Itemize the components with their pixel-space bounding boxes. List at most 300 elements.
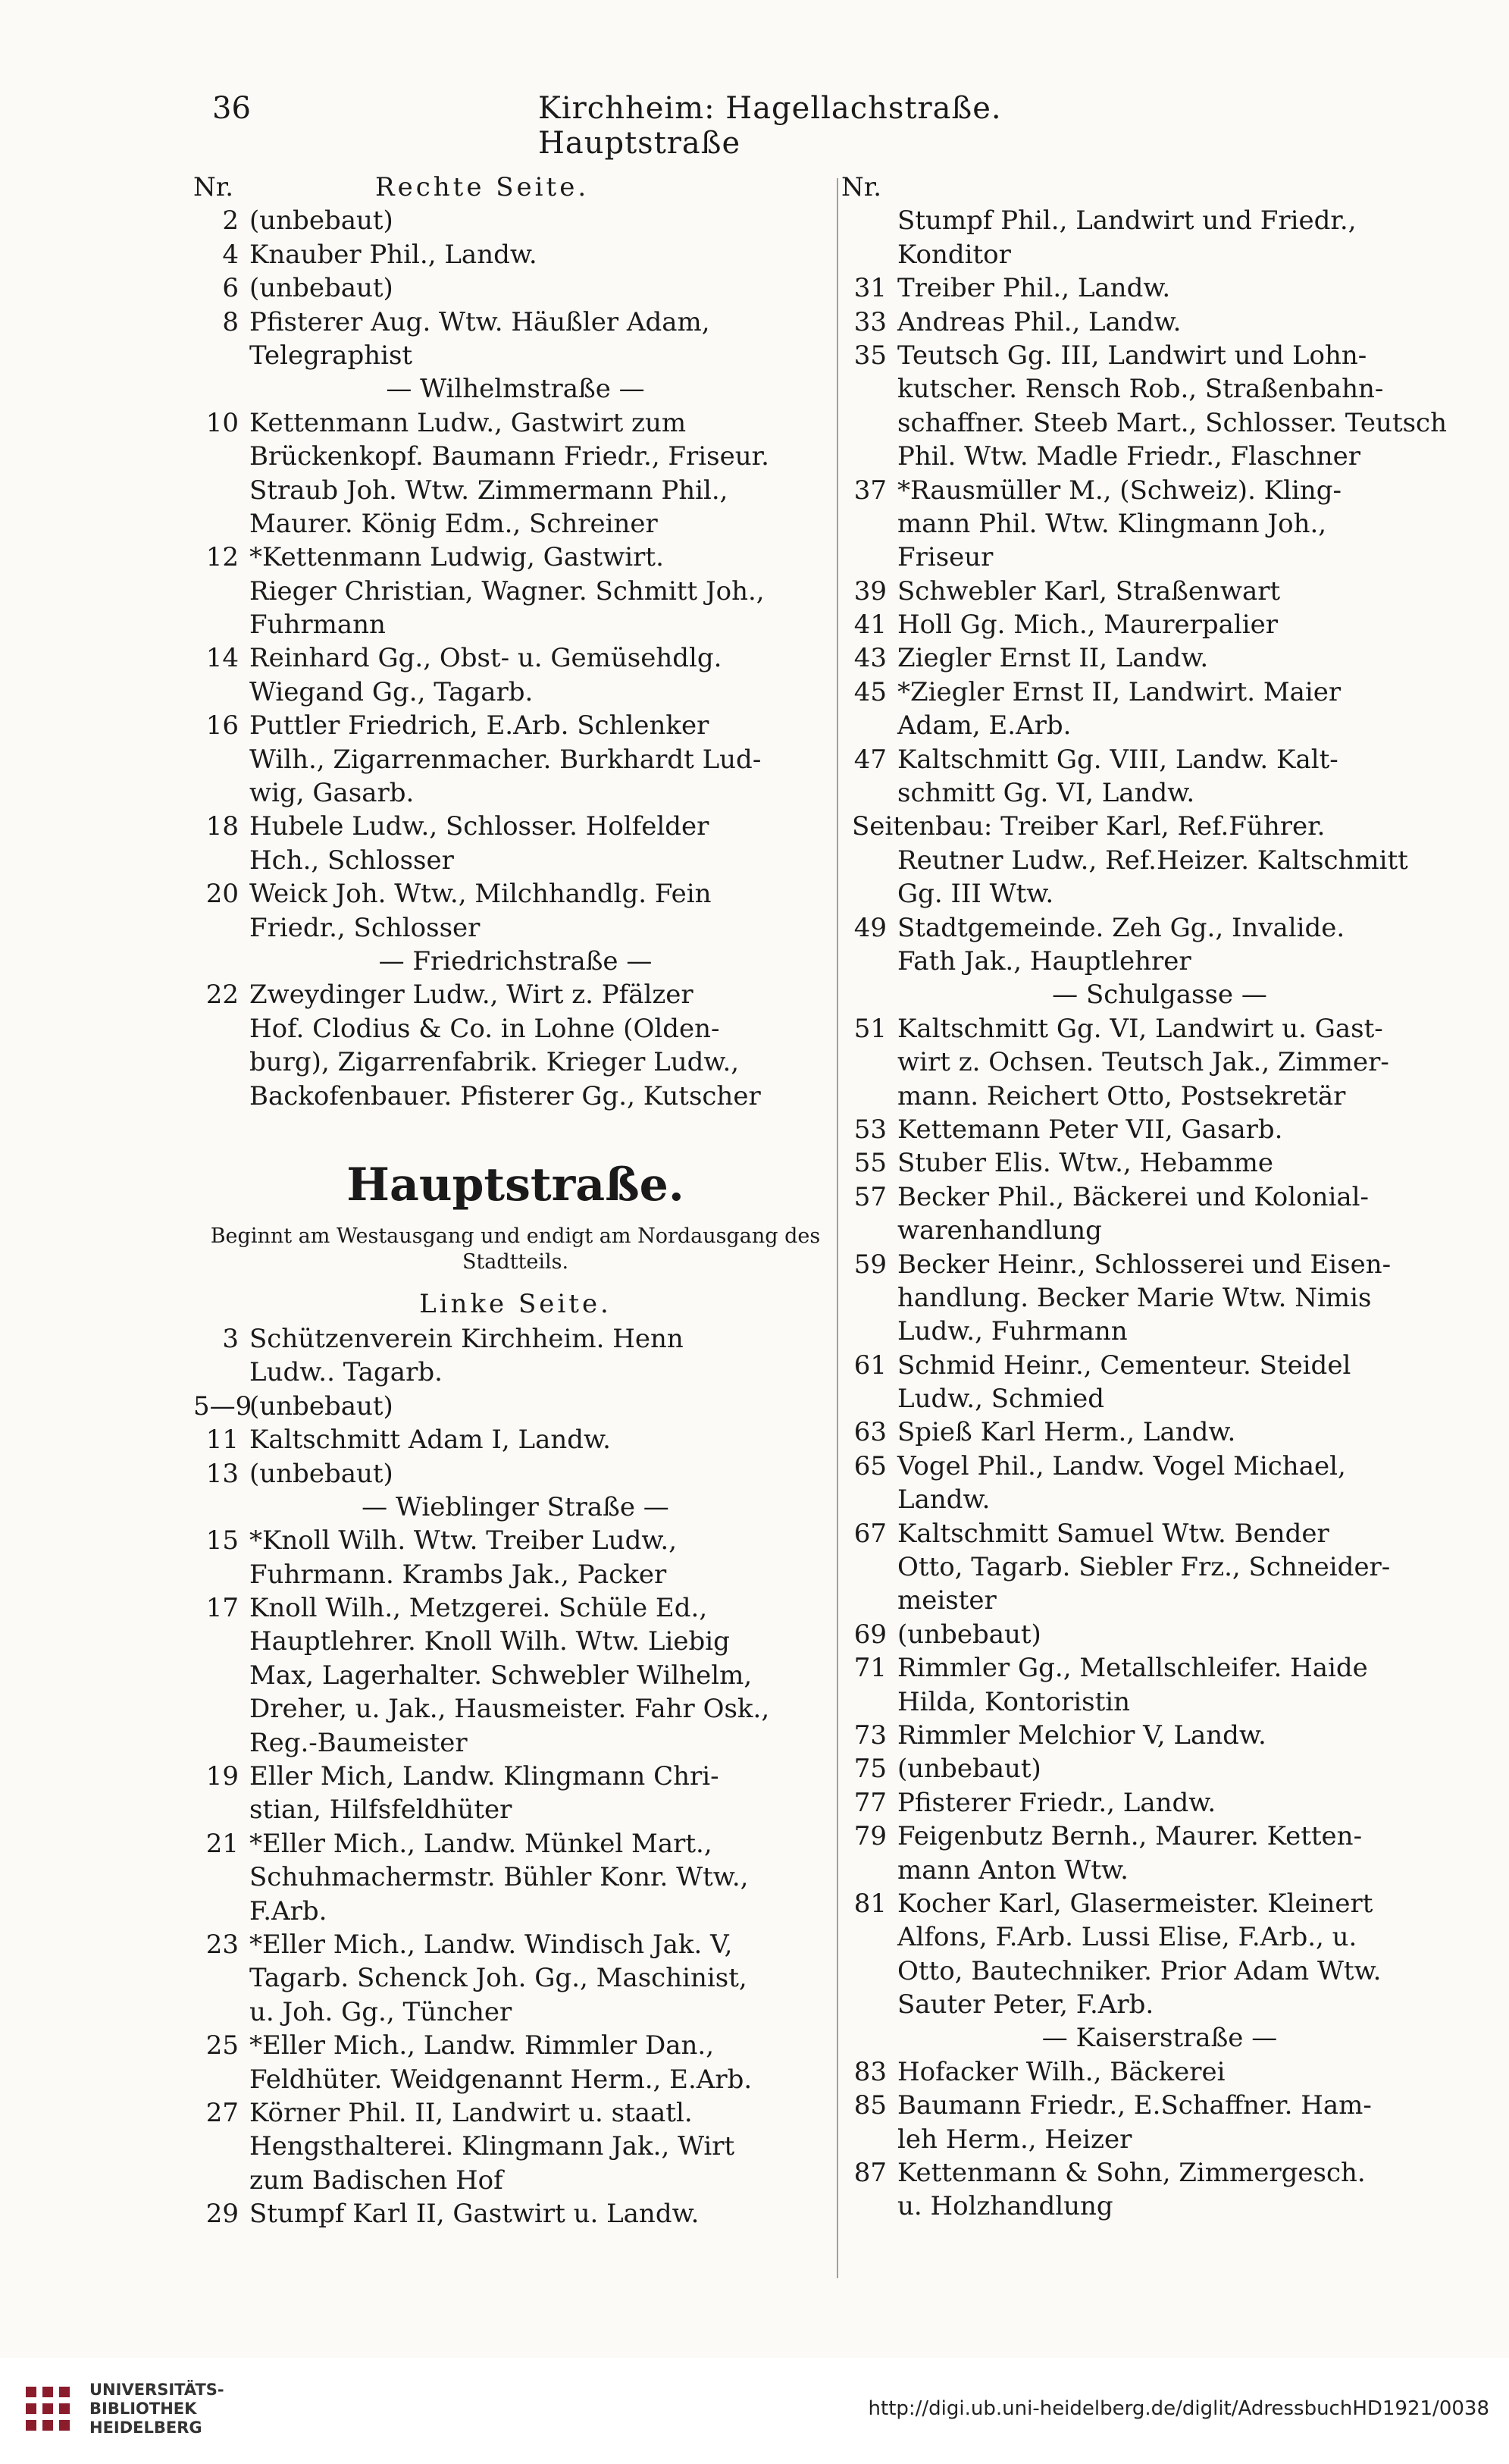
entry-line [841,507,1478,541]
entry-line [193,238,837,271]
resident-text: Otto, Tagarb. Siebler Frz., Schneider- [897,1552,1391,1583]
entry-line [193,2197,837,2230]
resident-text: Friedr., Schlosser [249,912,481,943]
entry-line [841,575,1478,608]
house-number: 69 [853,1619,887,1650]
entry-line [841,608,1478,641]
entry-line [193,474,837,507]
entry-line [841,945,1478,978]
entry-line [193,1390,837,1423]
resident-text: Reutner Ludw., Ref.Heizer. Kaltschmitt [897,845,1408,876]
resident-text: Kaltschmitt Gg. VI, Landwirt u. Gast- [897,1013,1383,1044]
resident-text: Ludw.. Tagarb. [249,1357,443,1388]
house-number: 63 [853,1417,887,1448]
house-number: 85 [853,2090,887,2121]
resident-text: Backofenbauer. Pfisterer Gg., Kutscher [249,1080,761,1111]
entry-line [841,372,1478,406]
house-number: 10 [205,407,239,438]
library-name [89,2381,224,2437]
house-number: 71 [853,1653,887,1684]
house-number: 14 [205,643,239,674]
entry-line [841,238,1478,271]
cross-street-label: — Schulgasse — [1052,980,1267,1011]
entry-line [193,306,837,339]
resident-text: Kaltschmitt Gg. VIII, Landw. Kalt- [897,744,1338,775]
resident-text: Ziegler Ernst II, Landw. [897,643,1209,674]
entry-line [841,1786,1478,1820]
house-number: 73 [853,1719,887,1751]
resident-text: Stadtgemeinde. Zeh Gg., Invalide. [897,912,1345,943]
house-number: 49 [853,912,887,943]
house-number: 37 [853,475,887,506]
entry-line [193,676,837,709]
resident-text: leh Herm., Heizer [897,2124,1132,2155]
house-number: 39 [853,575,887,607]
resident-text: (unbebaut) [249,1390,393,1422]
resident-text: Kettemann Peter VII, Gasarb. [897,1114,1283,1145]
resident-text: Rimmler Melchior V, Landw. [897,1719,1266,1751]
library-name-line: BIBLIOTHEK [89,2400,197,2418]
entry-line [841,1854,1478,1887]
entry-line [193,204,837,237]
library-name-line: HEIDELBERG [89,2419,202,2437]
cross-street-label: — Friedrichstraße — [378,945,653,977]
house-number: 11 [205,1425,239,1456]
entry-list [193,1322,837,2231]
resident-text: Hubele Ludw., Schlosser. Holfelder [249,811,709,842]
house-number: 5—9 [193,1390,252,1422]
entry-line [841,1146,1478,1180]
right-column [841,171,1478,2224]
resident-text: Hilda, Kontoristin [897,1686,1131,1717]
entry-line [841,810,1478,843]
entry-line [193,2130,837,2163]
entry-list [193,204,837,1113]
house-number: 33 [853,306,887,337]
entry-line [193,2164,837,2197]
entry-line [841,1483,1478,1516]
resident-text: meister [897,1585,997,1616]
entry-line [841,1450,1478,1483]
library-name-line: UNIVERSITÄTS- [89,2381,224,2399]
entry-line [841,2123,1478,2156]
entry-line [841,1113,1478,1146]
resident-text: Kaltschmitt Adam I, Landw. [249,1425,611,1456]
entry-line [193,1524,837,1557]
resident-text: u. Joh. Gg., Tüncher [249,1996,512,2027]
resident-text: Straub Joh. Wtw. Zimmermann Phil., [249,475,728,506]
resident-text: Konditor [897,239,1011,270]
resident-text: Stuber Elis. Wtw., Hebamme [897,1148,1273,1179]
entry-line [193,978,837,1011]
entry-line [841,676,1478,709]
column-heading [193,171,837,204]
entry-line [841,2190,1478,2223]
resident-text: Hch., Schlosser [249,845,454,876]
entry-line [193,1995,837,2029]
entry-line [193,507,837,541]
resident-text: schaffner. Steeb Mart., Schlosser. Teutsch [897,407,1447,438]
entry-line [841,204,1478,237]
entry-line [193,541,837,574]
entry-line [193,776,837,810]
entry-line [841,2156,1478,2190]
entry-line [193,1928,837,1961]
entry-line [841,1651,1478,1685]
resident-text: (unbebaut) [249,1458,393,1489]
entry-line [841,406,1478,440]
resident-text: Sauter Peter, F.Arb. [897,1989,1154,2020]
resident-text: Schuhmachermstr. Bühler Konr. Wtw., [249,1862,749,1893]
resident-text: Maurer. König Edm., Schreiner [249,508,658,539]
house-number: 13 [205,1458,239,1489]
entry-line [841,1415,1478,1449]
entry-line [193,1861,837,1894]
house-number: 87 [853,2158,887,2189]
house-number: 29 [205,2199,239,2230]
entry-line [193,1760,837,1793]
resident-text: Kaltschmitt Samuel Wtw. Bender [897,1518,1329,1549]
entry-line [841,1752,1478,1785]
entry-line [193,810,837,843]
resident-text: Feldhüter. Weidgenannt Herm., E.Arb. [249,2064,753,2095]
house-number: 16 [205,710,239,741]
entry-line [841,1517,1478,1550]
source-url[interactable]: http://digi.ub.uni-heidelberg.de/diglit/AdressbuchHD1921/0038 [868,2397,1489,2420]
entry-line [841,1315,1478,1348]
entry-line [841,1820,1478,1853]
house-number: 57 [853,1181,887,1212]
resident-text: Kettenmann Ludw., Gastwirt zum [249,407,687,438]
entry-line [841,1045,1478,1079]
cross-street-label: — Kaiserstraße — [1041,2023,1278,2054]
resident-text: Hauptlehrer. Knoll Wilh. Wtw. Liebig [249,1626,730,1657]
entry-line [193,1012,837,1045]
entry-line [841,474,1478,507]
house-number: 67 [853,1518,887,1549]
resident-text: schmitt Gg. VI, Landw. [897,778,1195,809]
entry-line [841,1080,1478,1113]
entry-line [841,1214,1478,1247]
left-column [193,171,837,2230]
page-number: 36 [212,91,251,126]
page-header [205,85,1160,161]
heading-nr: Nr. [841,172,882,202]
entry-line [193,575,837,608]
house-number: 18 [205,811,239,842]
resident-text: Schmid Heinr., Cementeur. Steidel [897,1350,1351,1381]
house-number: 20 [205,879,239,910]
resident-text: Eller Mich, Landw. Klingmann Chri- [249,1761,719,1792]
entry-line [193,1558,837,1591]
house-number: 8 [222,306,239,337]
house-number: 2 [222,205,239,237]
resident-text: Friseur [897,542,994,573]
house-number: 61 [853,1350,887,1381]
house-number: 35 [853,340,887,371]
house-number: 45 [853,676,887,707]
entry-line [193,339,837,372]
resident-text: Pfisterer Friedr., Landw. [897,1787,1216,1818]
resident-text: Adam, E.Arb. [897,710,1072,741]
entry-line [193,1692,837,1726]
house-number: 51 [853,1013,887,1044]
entry-line [193,2063,837,2096]
entry-line [841,1349,1478,1382]
entry-line [841,1887,1478,1920]
resident-text: Körner Phil. II, Landwirt u. staatl. [249,2097,693,2128]
entry-line [193,1827,837,1861]
resident-text: Gg. III Wtw. [897,879,1054,910]
resident-text: Tagarb. Schenck Joh. Gg., Maschinist, [249,1963,747,1994]
resident-text: Fuhrmann [249,610,386,641]
resident-text: Feigenbutz Bernh., Maurer. Ketten- [897,1821,1363,1852]
entry-line [841,440,1478,473]
entry-line [841,1382,1478,1415]
house-number: 21 [205,1828,239,1859]
entry-line [841,1955,1478,1988]
resident-text: stian, Hilfsfeldhüter [249,1795,512,1826]
entry-line [841,1920,1478,1954]
resident-text: Holl Gg. Mich., Maurerpalier [897,610,1279,641]
entry-line [193,911,837,945]
resident-text: Knoll Wilh., Metzgerei. Schüle Ed., [249,1593,708,1624]
entry-line [841,1180,1478,1214]
entry-line [193,1659,837,1692]
house-number: 4 [222,239,239,270]
resident-text: F.Arb. [249,1895,327,1926]
house-number: 41 [853,610,887,641]
resident-text: Stumpf Karl II, Gastwirt u. Landw. [249,2199,700,2230]
entry-line [841,641,1478,675]
entry-line [193,2096,837,2130]
resident-text: Zweydinger Ludw., Wirt z. Pfälzer [249,980,693,1011]
resident-text: Schwebler Karl, Straßenwart [897,575,1281,607]
entry-line [841,709,1478,742]
house-number: 83 [853,2056,887,2087]
resident-text: Rieger Christian, Wagner. Schmitt Joh., [249,575,765,607]
resident-text: Dreher, u. Jak., Hausmeister. Fahr Osk., [249,1694,770,1725]
entry-line [193,877,837,911]
entry-line [841,776,1478,810]
resident-text: mann Anton Wtw. [897,1854,1129,1886]
resident-text: Seitenbau: Treiber Karl, Ref.Führer. [852,811,1326,842]
cross-street-line [193,372,837,406]
resident-text: Andreas Phil., Landw. [897,306,1182,337]
resident-text: wirt z. Ochsen. Teutsch Jak., Zimmer- [897,1047,1389,1078]
resident-text: Baumann Friedr., E.Schaffner. Ham- [897,2090,1372,2121]
house-number: 25 [205,2030,239,2061]
cross-street-line [193,945,837,978]
entry-line [193,743,837,776]
entry-line [193,1423,837,1456]
cross-street-label: — Wilhelmstraße — [386,374,645,405]
entry-line [841,1618,1478,1651]
house-number: 59 [853,1249,887,1280]
resident-text: Wiegand Gg., Tagarb. [249,676,534,707]
house-number: 19 [205,1761,239,1792]
resident-text: Weick Joh. Wtw., Milchhandlg. Fein [249,879,712,910]
resident-text: warenhandlung [897,1215,1102,1246]
entry-line [193,844,837,877]
entry-line [193,1591,837,1625]
resident-text: Stumpf Phil., Landwirt und Friedr., [897,205,1357,237]
footer [0,2358,1509,2464]
entry-line [193,1356,837,1389]
house-number: 12 [205,542,239,573]
resident-text: Telegraphist [249,340,413,371]
resident-text: mann. Reichert Otto, Postsekretär [897,1080,1346,1111]
entry-line [841,1012,1478,1045]
resident-text: Wilh., Zigarrenmacher. Burkhardt Lud- [249,744,762,775]
entry-line [193,1457,837,1491]
resident-text: Schützenverein Kirchheim. Henn [249,1323,684,1354]
entry-line [841,1988,1478,2021]
cross-street-line [193,1491,837,1524]
resident-text: Knauber Phil., Landw. [249,239,537,270]
house-number: 53 [853,1114,887,1145]
resident-text: Max, Lagerhalter. Schwebler Wilhelm, [249,1660,753,1691]
resident-text: burg), Zigarrenfabrik. Krieger Ludw., [249,1047,740,1078]
entry-line [193,1961,837,1995]
entry-line [841,1584,1478,1617]
entry-line [841,877,1478,911]
resident-text: Fath Jak., Hauptlehrer [897,945,1191,977]
resident-text: kutscher. Rensch Rob., Straßenbahn- [897,374,1384,405]
cross-street-line [841,978,1478,1011]
entry-line [193,641,837,675]
resident-text: Otto, Bautechniker. Prior Adam Wtw. [897,1955,1382,1986]
resident-text: (unbebaut) [897,1619,1041,1650]
resident-text: Fuhrmann. Krambs Jak., Packer [249,1559,667,1590]
house-number: 27 [205,2097,239,2128]
house-number: 47 [853,744,887,775]
house-number: 79 [853,1821,887,1852]
resident-text: zum Badischen Hof [249,2165,503,2196]
resident-text: Pfisterer Aug. Wtw. Häußler Adam, [249,306,710,337]
resident-text: *Kettenmann Ludwig, Gastwirt. [249,542,664,573]
entry-line [193,2029,837,2062]
house-number: 23 [205,1929,239,1960]
resident-text: Becker Heinr., Schlosserei und Eisen- [897,1249,1392,1280]
resident-text: Reg.-Baumeister [249,1727,468,1758]
house-number: 3 [222,1323,239,1354]
resident-text: *Eller Mich., Landw. Rimmler Dan., [249,2030,715,2061]
entry-line [193,1045,837,1079]
entry-list [841,204,1478,2223]
house-number: 6 [222,273,239,304]
entry-line [193,709,837,742]
entry-line [841,306,1478,339]
resident-text: Hofacker Wilh., Bäckerei [897,2056,1226,2087]
resident-text: Alfons, F.Arb. Lussi Elise, F.Arb., u. [897,1922,1357,1953]
resident-text: Reinhard Gg., Obst- u. Gemüsehdlg. [249,643,722,674]
entry-line [193,1793,837,1826]
house-number: 17 [205,1593,239,1624]
column-heading [841,171,1478,204]
section-note: Beginnt am Westausgang und endigt am Nordausgang des Stadtteils. [210,1224,821,1274]
entry-line [841,1685,1478,1719]
resident-text: Phil. Wtw. Madle Friedr., Flaschner [897,441,1361,472]
entry-line [193,406,837,440]
resident-text: *Eller Mich., Landw. Windisch Jak. V, [249,1929,733,1960]
resident-text: Vogel Phil., Landw. Vogel Michael, [897,1450,1346,1481]
entry-line [193,271,837,305]
entry-line [841,541,1478,574]
entry-line [841,743,1478,776]
resident-text: *Rausmüller M., (Schweiz). Kling- [897,475,1342,506]
house-number: 65 [853,1450,887,1481]
resident-text: Ludw., Schmied [897,1384,1104,1415]
house-number: 22 [205,980,239,1011]
entry-line [193,1895,837,1928]
house-number: 31 [853,273,887,304]
entry-line [841,2089,1478,2122]
resident-text: Puttler Friedrich, E.Arb. Schlenker [249,710,709,741]
entry-line [841,1550,1478,1584]
resident-text: Becker Phil., Bäckerei und Kolonial- [897,1181,1370,1212]
house-number: 15 [205,1525,239,1556]
section-title: Hauptstraße. [346,1158,684,1212]
entry-line [193,1726,837,1760]
running-title: Kirchheim: Hagellachstraße. Hauptstraße [538,91,1002,161]
heading-side: Rechte Seite. [375,172,590,202]
resident-text: (unbebaut) [249,205,393,237]
resident-text: Teutsch Gg. III, Landwirt und Lohn- [897,340,1367,371]
house-number: 43 [853,643,887,674]
resident-text: Treiber Phil., Landw. [897,273,1171,304]
resident-text: handlung. Becker Marie Wtw. Nimis [897,1282,1372,1313]
entry-line [841,1719,1478,1752]
resident-text: u. Holzhandlung [897,2191,1113,2222]
resident-text: *Eller Mich., Landw. Münkel Mart., [249,1828,712,1859]
entry-line [841,271,1478,305]
entry-line [841,1281,1478,1315]
resident-text: Landw. [897,1484,991,1516]
cross-street-label: — Wieblinger Straße — [362,1491,669,1522]
resident-text: (unbebaut) [897,1754,1041,1785]
resident-text: Hof. Clodius & Co. in Lohne (Olden- [249,1013,720,1044]
resident-text: (unbebaut) [249,273,393,304]
section-side: Linke Seite. [419,1288,612,1319]
entry-line [193,608,837,641]
entry-line [193,1625,837,1658]
university-library-logo [20,2378,77,2438]
resident-text: wig, Gasarb. [249,778,415,809]
house-number: 75 [853,1754,887,1785]
resident-text: Kettenmann & Sohn, Zimmergesch. [897,2158,1366,2189]
resident-text: Kocher Karl, Glasermeister. Kleinert [897,1888,1373,1919]
resident-text: Rimmler Gg., Metallschleifer. Haide [897,1653,1368,1684]
house-number: 77 [853,1787,887,1818]
resident-text: Spieß Karl Herm., Landw. [897,1417,1236,1448]
entry-line [193,440,837,473]
resident-text: mann Phil. Wtw. Klingmann Joh., [897,508,1327,539]
entry-line [841,844,1478,877]
entry-line [841,2055,1478,2089]
resident-text: Hengsthalterei. Klingmann Jak., Wirt [249,2131,735,2162]
entry-line [193,1322,837,1356]
entry-line [841,911,1478,945]
entry-line [841,1248,1478,1281]
resident-text: *Ziegler Ernst II, Landwirt. Maier [897,676,1342,707]
heading-nr: Nr. [193,172,234,202]
cross-street-line [841,2021,1478,2055]
resident-text: *Knoll Wilh. Wtw. Treiber Ludw., [249,1525,678,1556]
entry-line [841,339,1478,372]
house-number: 55 [853,1148,887,1179]
house-number: 81 [853,1888,887,1919]
